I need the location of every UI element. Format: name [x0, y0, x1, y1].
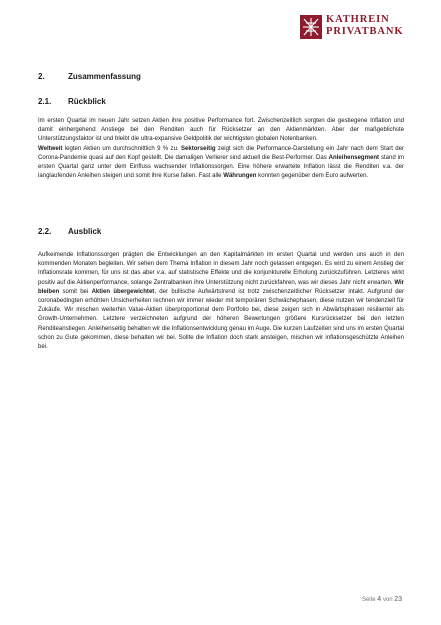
review-title: Rückblick [68, 97, 106, 106]
section-heading [38, 72, 141, 81]
section-number: 2. [38, 72, 45, 81]
footer-mid: von [381, 597, 395, 603]
page-footer [362, 596, 402, 603]
footer-page-total: 23 [394, 596, 402, 603]
bold-term: Anleihensegment [328, 154, 380, 161]
section-title: Zusammenfassung [68, 72, 141, 81]
text-run: somit bei [59, 288, 92, 295]
logo-wordmark [326, 14, 403, 38]
text-run: Aufkeimende Inflationssorgen prägten die Entwicklungen an den Kapitalmärkten im ersten Quartal und werden uns auch in den kommenden Monaten begleiten. Wir sehen dem Thema Inflation in diesem Jahr noch gelassen entgegen. Es wird zu einem Anstieg der Inflationsrate kommen, für uns ist das aber v.a. auf statistische Effekte und die konjunkturelle Erholung zurückzuführen. Letzteres wirkt positiv auf die Aktienperformance, solange Zentralbanken ihre Unterstützung nicht zurückfahren, was wir dieses Jahr nicht erwarten. [38, 252, 404, 286]
outlook-number: 2.2. [38, 227, 52, 236]
logo-emblem-icon [300, 15, 322, 39]
logo-line-2: PRIVATBANK [326, 26, 404, 38]
bold-term: Sektorseitig [180, 145, 216, 152]
text-run: legten Aktien um durchschnittlich 9 % zu. [62, 145, 181, 152]
kathrein-logo [300, 14, 428, 44]
outlook-heading [38, 227, 101, 236]
text-run: stand im ersten Quartal ganz unter dem Einfluss wachsender Inflationssorgen. Eine höhere erwartete Inflation lässt die Renditen v.a. der langlaufenden Anleihen steigen und somit ihre Kurse fallen. Fast alle [38, 154, 404, 180]
review-number: 2.1. [38, 97, 52, 106]
outlook-body [38, 251, 404, 352]
text-run: , der bullische Aufwärtstrend ist trotz zwischenzeitlicher Rücksetzer intakt. Aufgrund der coronabedingten erhöhten Unsicherheiten rechnen wir immer wieder mit temporären Schwächephasen, diese nutzen wir tendenziell für Zukäufe. Wir mischen weiterhin Value-Aktien überproportional dem Portfolio bei, diese zeigen sich in Abwärtsphasen resilienter als Growth-Unternehmen. Letztere verzeichneten aufgrund der höheren Bewertungen größere Kursrücksetzer bei den letzten Renditeanstiegen. Anleihenseitig behalten wir die Inflationsentwicklung genau im Auge. Die kurzen Laufzeiten sind uns im ersten Quartal schon zu Gute gekommen, diese behalten wir bei. Sollte die Inflation doch stark ansteigen, mischen wir inflationsgeschützte Anleihen bei. [38, 288, 404, 351]
bold-term: Wir bleiben [38, 279, 404, 295]
logo-line-1: KATHREIN [326, 14, 390, 25]
outlook-title: Ausblick [68, 227, 102, 236]
bold-term: Weltweit [38, 145, 63, 152]
review-heading [38, 97, 106, 106]
review-paragraph-2 [38, 145, 404, 182]
footer-page-number: 4 [377, 596, 382, 603]
review-paragraph-1: Im ersten Quartal im neuen Jahr setzen Aktien ihre positive Performance fort. Zwischenzeitlich sorgten die gestiegene Inflation und damit einhergehend Anstiege bei den Renditen auch für Rücksetzer an den Aktienmärkten. Aber der maßgeblichste Unterstützungsfaktor ist und bleibt die ultra-expansive Geldpolitik der wichtigsten globalen Notenbanken. [38, 118, 404, 143]
review-body [38, 117, 404, 181]
text-run: konnten gegenüber dem Euro aufwerten. [256, 173, 369, 180]
text-run: zeigt sich die Performance-Darstellung ein Jahr nach dem Start der Corona-Pandemie quasi auf den Kopf gestellt. Die damaligen Verlierer sind aktuell die Best-Performer. Das [38, 145, 404, 161]
bold-term: Währungen [223, 173, 257, 180]
bold-term: Aktien übergewichtet [91, 288, 155, 295]
outlook-paragraph [38, 251, 404, 352]
footer-prefix: Seite [361, 597, 378, 603]
